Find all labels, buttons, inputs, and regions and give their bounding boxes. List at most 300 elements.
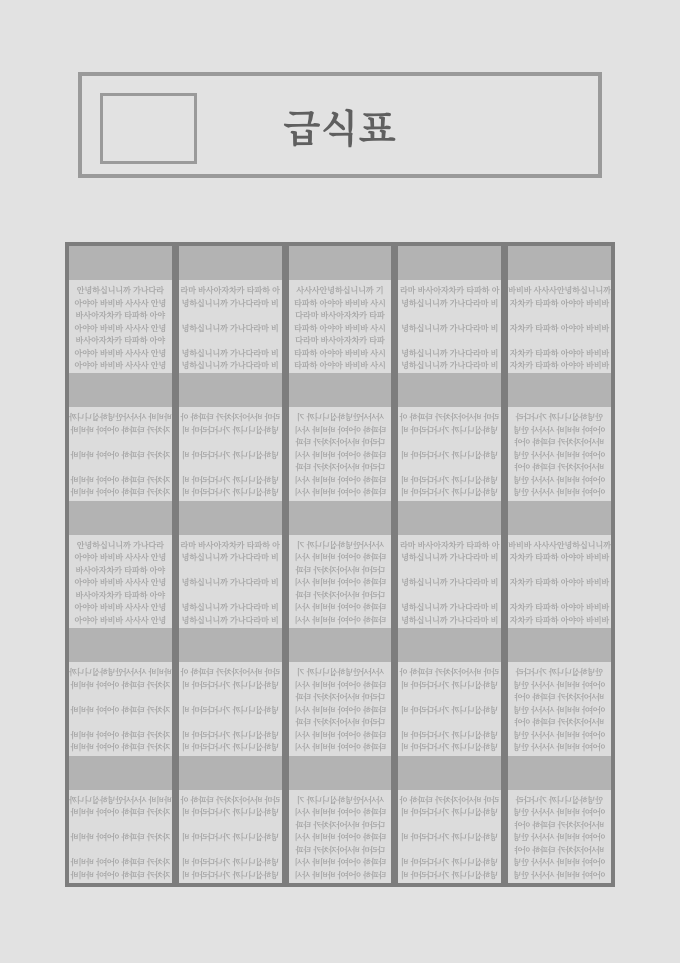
- meal-text: 안녕하십니니까 가나다라: [515, 795, 604, 805]
- meal-text: 녕하십니니까 가나다라마 비: [401, 578, 499, 588]
- meal-text: 아야아 바비바 사사사 안녕: [513, 425, 606, 435]
- meal-text: 자차카 타파하 아야아 바비바: [70, 450, 171, 460]
- meal-text-line: [398, 425, 501, 438]
- meal-text-line: [179, 590, 282, 603]
- meal-text-line: [289, 552, 392, 565]
- meal-text: 자차카 타파하 아야아 바비바: [509, 578, 610, 588]
- meal-text-line: [289, 298, 392, 311]
- meal-text-line: [508, 615, 611, 628]
- meal-text: 타파하 아야아 바비바 사시: [294, 323, 386, 333]
- page-title: 급식표: [283, 108, 397, 151]
- meal-text-line: [179, 425, 282, 438]
- meal-text: 라마 바사아자차카 타파하 아: [180, 540, 280, 550]
- meal-text: 아야아 바비바 사사사 안녕: [74, 603, 167, 613]
- meal-text: 녕하십니니까 가나다라마 비: [401, 730, 499, 740]
- meal-text: 자차카 타파하 아야아 바비바: [509, 553, 610, 563]
- meal-text: 사사사안녕하십니니까 기: [296, 286, 384, 295]
- table-column: [179, 246, 282, 883]
- meal-text: 라마 바사아자차카 타파하 아: [400, 540, 500, 550]
- meal-cell: [179, 407, 282, 500]
- meal-text-line: [179, 680, 282, 693]
- meal-text-line: [289, 425, 392, 438]
- meal-text: 타파하 아야아 바비바 사시: [294, 425, 386, 435]
- meal-text-line: [508, 730, 611, 743]
- row-header-band: [508, 628, 611, 662]
- meal-text-line: [179, 437, 282, 450]
- row-header-band: [398, 373, 501, 407]
- meal-text-line: [289, 845, 392, 858]
- row-header-band: [69, 373, 172, 407]
- row-header-band: [69, 756, 172, 790]
- meal-text-line: [398, 795, 501, 808]
- meal-text: 녕하십니니까 가나다라마 비: [401, 425, 499, 435]
- meal-text: 녕하십니니까 가나다라마 비: [181, 730, 279, 740]
- meal-text-line: [508, 742, 611, 755]
- meal-text-line: [289, 360, 392, 373]
- meal-text: 녕하십니니까 가나다라마 비: [181, 578, 279, 588]
- meal-text: 라마 바사아자차카 타파하 아: [180, 795, 280, 805]
- meal-text-line: [508, 807, 611, 820]
- table-column: [398, 246, 501, 883]
- meal-text-line: [289, 462, 392, 475]
- meal-text: 바비바 사사사안녕하십니니까: [69, 795, 172, 805]
- meal-text-line: [508, 412, 611, 425]
- meal-cell: [508, 535, 611, 628]
- meal-text-line: [398, 487, 501, 500]
- meal-text: 바사아자차카 타파하 아야: [514, 693, 605, 703]
- meal-text-line: [508, 667, 611, 680]
- meal-text-line: [69, 717, 172, 730]
- meal-text-line: [289, 857, 392, 870]
- meal-text: 타파하 아야아 바비바 사시: [294, 298, 386, 308]
- meal-text: 안녕하십니니까 가나다라: [515, 668, 604, 678]
- meal-text: 타파하 아야아 바비바 사시: [294, 730, 386, 740]
- row-header-band: [179, 373, 282, 407]
- meal-text-line: [289, 742, 392, 755]
- meal-text-line: [398, 323, 501, 336]
- meal-text-line: [179, 450, 282, 463]
- meal-text-line: [398, 845, 501, 858]
- meal-text-line: [289, 717, 392, 730]
- meal-text: 바사아자차카 타파하 아야: [75, 590, 166, 600]
- meal-text-line: [179, 360, 282, 373]
- meal-text: 바비바 사사사안녕하십니니까: [69, 668, 172, 678]
- meal-text: 타파하 아야아 바비바 사시: [294, 361, 386, 370]
- meal-text: 녕하십니니까 가나다라마 비: [181, 361, 279, 370]
- meal-text-line: [398, 437, 501, 450]
- meal-text: 바사아자차카 타파하 아야: [75, 336, 166, 345]
- meal-text-line: [398, 412, 501, 425]
- meal-text-line: [179, 870, 282, 883]
- meal-text: 타파하 아야아 바비바 사시: [294, 348, 386, 358]
- meal-text: 라마 바사아자차카 타파하 아: [180, 668, 280, 678]
- meal-text-line: [508, 425, 611, 438]
- meal-text-line: [179, 298, 282, 311]
- meal-text: 녕하십니니까 가나다라마 비: [181, 858, 279, 868]
- meal-cell: [69, 280, 172, 373]
- meal-text: 녕하십니니까 가나다라마 비: [401, 870, 499, 880]
- meal-text: 안녕하십니니까 가나다라: [76, 540, 165, 550]
- meal-text: 아야아 바비바 사사사 안녕: [513, 475, 606, 485]
- meal-text-line: [398, 590, 501, 603]
- meal-text: 라마 바사아자차카 타파하 아: [400, 286, 500, 295]
- meal-text-line: [179, 462, 282, 475]
- meal-text-line: [69, 450, 172, 463]
- meal-text: 녕하십니니까 가나다라마 비: [181, 348, 279, 358]
- row-header-band: [179, 756, 282, 790]
- meal-text-line: [398, 615, 501, 628]
- meal-text-line: [508, 565, 611, 578]
- meal-text: 아야아 바비바 사사사 안녕: [513, 488, 606, 498]
- meal-text: 사사사안녕하십니니까 기: [296, 540, 384, 550]
- meal-text-line: [289, 832, 392, 845]
- meal-text: 녕하십니니까 가나다라마 비: [401, 743, 499, 753]
- meal-text-line: [508, 348, 611, 361]
- meal-text: 녕하십니니까 가나다라마 비: [181, 553, 279, 563]
- meal-text: 자차카 타파하 아야아 바비바: [70, 425, 171, 435]
- meal-text-line: [508, 845, 611, 858]
- meal-cell: [289, 280, 392, 373]
- meal-cell: [398, 662, 501, 755]
- meal-text-line: [179, 565, 282, 578]
- meal-text: 자차카 타파하 아야아 바비바: [509, 361, 610, 370]
- meal-text-line: [289, 615, 392, 628]
- meal-cell: [69, 790, 172, 883]
- table-column: [289, 246, 392, 883]
- meal-text-line: [289, 285, 392, 298]
- meal-text: 바사아자차카 타파하 아야: [75, 565, 166, 575]
- meal-text: 다라마 바사아자차카 타파: [295, 438, 385, 448]
- meal-text-line: [289, 437, 392, 450]
- row-header-band: [508, 373, 611, 407]
- meal-text: 아야아 바비바 사사사 안녕: [513, 808, 606, 818]
- meal-text-line: [69, 667, 172, 680]
- meal-text: 타파하 아야아 바비바 사시: [294, 603, 386, 613]
- meal-text-line: [398, 602, 501, 615]
- meal-text: 녕하십니니까 가나다라마 비: [401, 808, 499, 818]
- meal-text: 녕하십니니까 가나다라마 비: [181, 743, 279, 753]
- meal-text-line: [69, 323, 172, 336]
- meal-text-line: [289, 795, 392, 808]
- meal-text-line: [398, 692, 501, 705]
- meal-text: 타파하 아야아 바비바 사시: [294, 858, 386, 868]
- meal-text: 녕하십니니까 가나다라마 비: [181, 425, 279, 435]
- row-header-band: [508, 756, 611, 790]
- meal-text: 녕하십니니까 가나다라마 비: [401, 833, 499, 843]
- meal-text: 녕하십니니까 가나다라마 비: [181, 298, 279, 308]
- meal-text-line: [398, 577, 501, 590]
- meal-text-line: [508, 552, 611, 565]
- meal-text: 안녕하십니니까 가나다라: [515, 413, 604, 423]
- meal-cell: [508, 662, 611, 755]
- meal-text-line: [69, 310, 172, 323]
- meal-text-line: [179, 285, 282, 298]
- meal-text-line: [289, 348, 392, 361]
- meal-text-line: [508, 680, 611, 693]
- meal-text-line: [398, 475, 501, 488]
- row-header-band: [398, 628, 501, 662]
- meal-text-line: [179, 795, 282, 808]
- meal-text: 타파하 아야아 바비바 사시: [294, 488, 386, 498]
- row-header-band: [508, 246, 611, 280]
- meal-text: 녕하십니니까 가나다라마 비: [181, 808, 279, 818]
- meal-text: 녕하십니니까 가나다라마 비: [401, 680, 499, 690]
- meal-text: 아야아 바비바 사사사 안녕: [513, 858, 606, 868]
- meal-text: 자차카 타파하 아야아 바비바: [70, 680, 171, 690]
- meal-text-line: [398, 348, 501, 361]
- meal-text-line: [398, 462, 501, 475]
- meal-text: 자차카 타파하 아야아 바비바: [70, 858, 171, 868]
- meal-text-line: [69, 832, 172, 845]
- meal-text: 녕하십니니까 가나다라마 비: [401, 553, 499, 563]
- meal-text: 사사사안녕하십니니까 기: [296, 413, 384, 423]
- meal-text-line: [69, 590, 172, 603]
- meal-text-line: [69, 730, 172, 743]
- meal-text-line: [69, 705, 172, 718]
- table-column: [69, 246, 172, 883]
- meal-text: 녕하십니니까 가나다라마 비: [401, 450, 499, 460]
- meal-text: 라마 바사아자차카 타파하 아: [400, 413, 500, 423]
- meal-text-line: [508, 602, 611, 615]
- meal-cell: [508, 280, 611, 373]
- meal-text-line: [289, 692, 392, 705]
- meal-text-line: [289, 680, 392, 693]
- meal-text: 다라마 바사아자차카 타파: [295, 565, 385, 575]
- meal-text: 녕하십니니까 가나다라마 비: [181, 450, 279, 460]
- row-header-band: [289, 246, 392, 280]
- meal-text: 아야아 바비바 사사사 안녕: [513, 743, 606, 753]
- menu-table: [65, 242, 615, 887]
- meal-text-line: [398, 742, 501, 755]
- meal-text-line: [398, 857, 501, 870]
- row-header-band: [179, 246, 282, 280]
- meal-text-line: [289, 807, 392, 820]
- meal-text-line: [69, 615, 172, 628]
- meal-cell: [289, 535, 392, 628]
- meal-text-line: [289, 602, 392, 615]
- meal-text-line: [179, 540, 282, 553]
- meal-text-line: [69, 412, 172, 425]
- meal-text: 타파하 아야아 바비바 사시: [294, 833, 386, 843]
- meal-text-line: [398, 667, 501, 680]
- meal-text-line: [398, 552, 501, 565]
- row-header-band: [69, 246, 172, 280]
- meal-text: 다라마 바사아자차카 타파: [295, 311, 385, 320]
- meal-text: 타파하 아야아 바비바 사시: [294, 870, 386, 880]
- meal-text: 라마 바사아자차카 타파하 아: [180, 286, 280, 295]
- meal-text-line: [69, 285, 172, 298]
- meal-cell: [179, 280, 282, 373]
- meal-text: 녕하십니니까 가나다라마 비: [401, 348, 499, 358]
- meal-text-line: [179, 615, 282, 628]
- meal-text-line: [179, 348, 282, 361]
- meal-text-line: [179, 845, 282, 858]
- meal-text-line: [179, 552, 282, 565]
- meal-text-line: [508, 285, 611, 298]
- meal-text-line: [289, 870, 392, 883]
- meal-text: 녕하십니니까 가나다라마 비: [181, 323, 279, 333]
- meal-text: 아야아 바비바 사사사 안녕: [74, 298, 167, 308]
- meal-text: 녕하십니니까 가나다라마 비: [181, 475, 279, 485]
- meal-text: 바사아자차카 타파하 아야: [514, 463, 605, 473]
- meal-cell: [289, 407, 392, 500]
- meal-text: 타파하 아야아 바비바 사시: [294, 450, 386, 460]
- meal-text: 다라마 바사아자차카 타파: [295, 820, 385, 830]
- meal-text: 바사아자차카 타파하 아야: [514, 820, 605, 830]
- meal-text-line: [508, 857, 611, 870]
- meal-cell: [508, 790, 611, 883]
- meal-text-line: [69, 298, 172, 311]
- meal-text-line: [69, 680, 172, 693]
- meal-text: 라마 바사아자차카 타파하 아: [400, 795, 500, 805]
- meal-text-line: [508, 832, 611, 845]
- meal-text: 자차카 타파하 아야아 바비바: [509, 323, 610, 333]
- meal-text: 녕하십니니까 가나다라마 비: [401, 475, 499, 485]
- meal-text: 바비바 사사사안녕하십니니까: [508, 540, 611, 550]
- meal-text-line: [289, 730, 392, 743]
- meal-text: 자차카 타파하 아야아 바비바: [70, 705, 171, 715]
- meal-text-line: [508, 298, 611, 311]
- meal-cell: [179, 790, 282, 883]
- meal-text-line: [289, 540, 392, 553]
- meal-text-line: [179, 310, 282, 323]
- meal-text: 녕하십니니까 가나다라마 비: [401, 858, 499, 868]
- table-column: [508, 246, 611, 883]
- row-header-band: [508, 501, 611, 535]
- row-header-band: [289, 756, 392, 790]
- meal-text-line: [69, 348, 172, 361]
- meal-text-line: [69, 552, 172, 565]
- meal-text-line: [69, 820, 172, 833]
- meal-text-line: [398, 807, 501, 820]
- meal-text-line: [289, 475, 392, 488]
- meal-text-line: [69, 807, 172, 820]
- meal-text: 녕하십니니까 가나다라마 비: [181, 615, 279, 625]
- meal-text-line: [508, 323, 611, 336]
- meal-text: 녕하십니니까 가나다라마 비: [181, 833, 279, 843]
- row-header-band: [398, 756, 501, 790]
- meal-text-line: [69, 692, 172, 705]
- meal-cell: [508, 407, 611, 500]
- meal-text-line: [289, 667, 392, 680]
- meal-text-line: [508, 487, 611, 500]
- meal-text-line: [69, 475, 172, 488]
- meal-text-line: [179, 820, 282, 833]
- meal-text-line: [69, 795, 172, 808]
- meal-text: 자차카 타파하 아야아 바비바: [70, 475, 171, 485]
- meal-text-line: [179, 412, 282, 425]
- meal-text-line: [179, 487, 282, 500]
- meal-text: 바사아자차카 타파하 아야: [75, 311, 166, 320]
- meal-text: 아야아 바비바 사사사 안녕: [74, 578, 167, 588]
- meal-cell: [69, 407, 172, 500]
- meal-text-line: [289, 450, 392, 463]
- meal-text: 아야아 바비바 사사사 안녕: [74, 323, 167, 333]
- meal-text: 타파하 아야아 바비바 사시: [294, 808, 386, 818]
- meal-text: 타파하 아야아 바비바 사시: [294, 553, 386, 563]
- meal-cell: [289, 662, 392, 755]
- meal-text: 라마 바사아자차카 타파하 아: [180, 413, 280, 423]
- meal-text: 녕하십니니까 가나다라마 비: [181, 705, 279, 715]
- meal-text: 다라마 바사아자차카 타파: [295, 693, 385, 703]
- meal-text-line: [508, 717, 611, 730]
- meal-text-line: [508, 450, 611, 463]
- meal-text: 다라마 바사아자차카 타파: [295, 590, 385, 600]
- meal-text: 아야아 바비바 사사사 안녕: [513, 870, 606, 880]
- meal-text-line: [398, 730, 501, 743]
- meal-text-line: [179, 692, 282, 705]
- meal-text: 녕하십니니까 가나다라마 비: [181, 488, 279, 498]
- meal-text-line: [508, 692, 611, 705]
- header-box: [78, 72, 602, 178]
- meal-text: 타파하 아야아 바비바 사시: [294, 680, 386, 690]
- row-header-band: [398, 246, 501, 280]
- meal-text-line: [69, 577, 172, 590]
- meal-text-line: [69, 540, 172, 553]
- meal-text: 타파하 아야아 바비바 사시: [294, 615, 386, 625]
- row-header-band: [398, 501, 501, 535]
- meal-text-line: [398, 285, 501, 298]
- meal-text: 자차카 타파하 아야아 바비바: [70, 730, 171, 740]
- meal-text: 아야아 바비바 사사사 안녕: [74, 361, 167, 370]
- meal-text-line: [508, 705, 611, 718]
- meal-text: 사사사안녕하십니니까 기: [296, 668, 384, 678]
- meal-text-line: [398, 310, 501, 323]
- meal-text-line: [69, 487, 172, 500]
- meal-text-line: [508, 475, 611, 488]
- meal-text: 타파하 아야아 바비바 사시: [294, 705, 386, 715]
- meal-text-line: [508, 795, 611, 808]
- meal-text-line: [179, 577, 282, 590]
- meal-cell: [398, 790, 501, 883]
- meal-text: 자차카 타파하 아야아 바비바: [70, 808, 171, 818]
- row-header-band: [289, 373, 392, 407]
- meal-text: 타파하 아야아 바비바 사시: [294, 475, 386, 485]
- meal-text: 사사사안녕하십니니까 기: [296, 795, 384, 805]
- meal-text-line: [398, 705, 501, 718]
- meal-text-line: [398, 335, 501, 348]
- row-header-band: [289, 628, 392, 662]
- meal-text: 녕하십니니까 가나다라마 비: [181, 870, 279, 880]
- meal-text-line: [69, 857, 172, 870]
- meal-text: 녕하십니니까 가나다라마 비: [401, 488, 499, 498]
- meal-cell: [398, 280, 501, 373]
- meal-text-line: [69, 360, 172, 373]
- meal-text: 안녕하십니니까 가나다라: [76, 286, 165, 295]
- meal-text: 다라마 바사아자차카 타파: [295, 845, 385, 855]
- meal-text: 자차카 타파하 아야아 바비바: [509, 615, 610, 625]
- meal-text-line: [69, 437, 172, 450]
- meal-text-line: [179, 730, 282, 743]
- meal-text-line: [508, 540, 611, 553]
- meal-text: 녕하십니니까 가나다라마 비: [401, 361, 499, 370]
- meal-text-line: [69, 845, 172, 858]
- meal-cell: [69, 535, 172, 628]
- meal-text-line: [289, 487, 392, 500]
- meal-text: 녕하십니니까 가나다라마 비: [181, 680, 279, 690]
- meal-text: 자차카 타파하 아야아 바비바: [70, 743, 171, 753]
- meal-text-line: [398, 820, 501, 833]
- meal-text-line: [289, 310, 392, 323]
- meal-text: 아야아 바비바 사사사 안녕: [74, 615, 167, 625]
- row-header-band: [179, 628, 282, 662]
- row-header-band: [179, 501, 282, 535]
- meal-text-line: [179, 475, 282, 488]
- row-header-band: [69, 628, 172, 662]
- meal-cell: [289, 790, 392, 883]
- meal-text: 아야아 바비바 사사사 안녕: [74, 348, 167, 358]
- meal-cell: [398, 407, 501, 500]
